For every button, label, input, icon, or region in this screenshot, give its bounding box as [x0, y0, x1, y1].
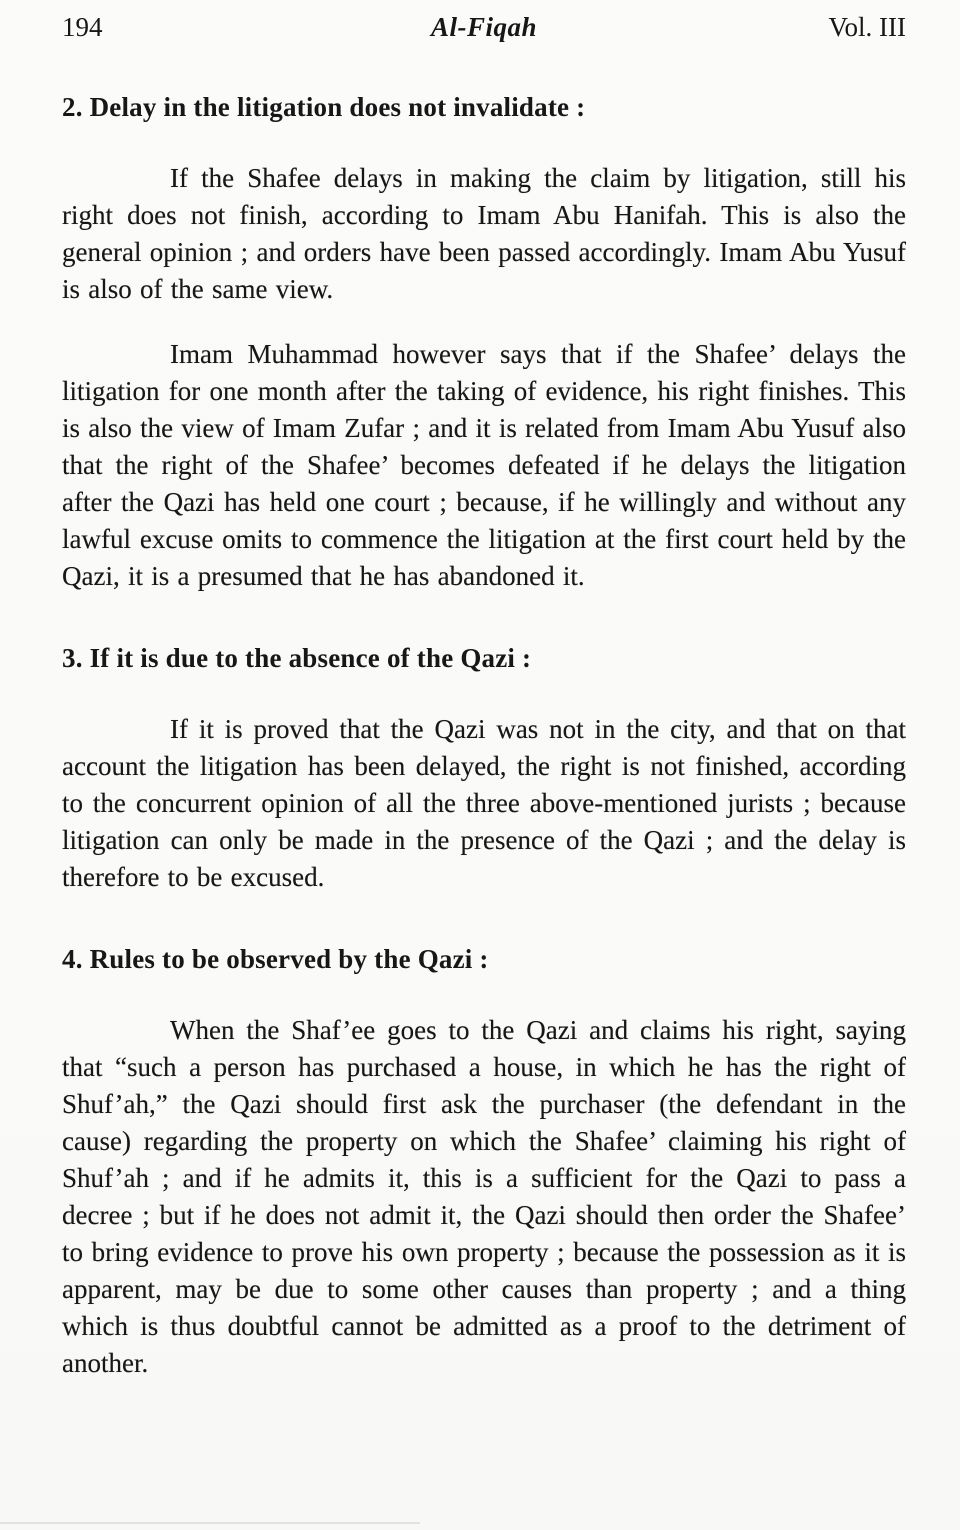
paragraph: If the Shafee delays in making the claim by litigation, still his right does not finish, according to Imam Abu Hanifah. This is also the general opinion ; and orders have been passed accordingly. Imam Abu Yusuf is also of the same view.: [62, 163, 906, 304]
section-absence-of-qazi: [62, 641, 906, 896]
section-heading: 2. Delay in the litigation does not invalidate :: [62, 92, 586, 122]
paragraph: When the Shaf’ee goes to the Qazi and claims his right, saying that “such a person has purchased a house, in which he has the right of Shuf’ah,” the Qazi should first ask the purchaser (the defendant in the cause) regarding the property on which the Shafee’ claiming his right of Shuf’ah ; and if he admits it, this is a sufficient for the Qazi to pass a decree ; but if he does not admit it, the Qazi should then order the Shafee’ to bring evidence to prove his own property ; because the possession as it is apparent, may be due to some other causes than property ; and a thing which is thus doubtful cannot be admitted as a proof to the detriment of another.: [62, 1015, 906, 1378]
section-delay-in-litigation: [62, 90, 906, 595]
volume-label: Vol. III: [828, 12, 906, 42]
book-title: Al-Fiqah: [430, 12, 538, 42]
page-header: [62, 12, 906, 42]
section-heading: 4. Rules to be observed by the Qazi :: [62, 944, 489, 974]
section-rules-for-qazi: [62, 942, 906, 1382]
paragraph: Imam Muhammad however says that if the Shafee’ delays the litigation for one month after the taking of evidence, his right finishes. This is also the view of Imam Zufar ; and it is related from Imam Abu Yusuf also that the right of the Shafee’ becomes defeated if he delays the litigation after the Qazi has held one court ; because, if he willingly and without any lawful excuse omits to commence the litigation at the first court held by the Qazi, it is a presumed that he has abandoned it.: [62, 339, 906, 591]
paragraph: If it is proved that the Qazi was not in the city, and that on that account the litigation has been delayed, the right is not finished, according to the concurrent opinion of all the three above-mentioned jurists ; because litigation can only be made in the presence of the Qazi ; and the delay is therefore to be excused.: [62, 714, 906, 892]
section-heading: 3. If it is due to the absence of the Qazi :: [62, 643, 532, 673]
page-number: 194: [62, 12, 103, 42]
